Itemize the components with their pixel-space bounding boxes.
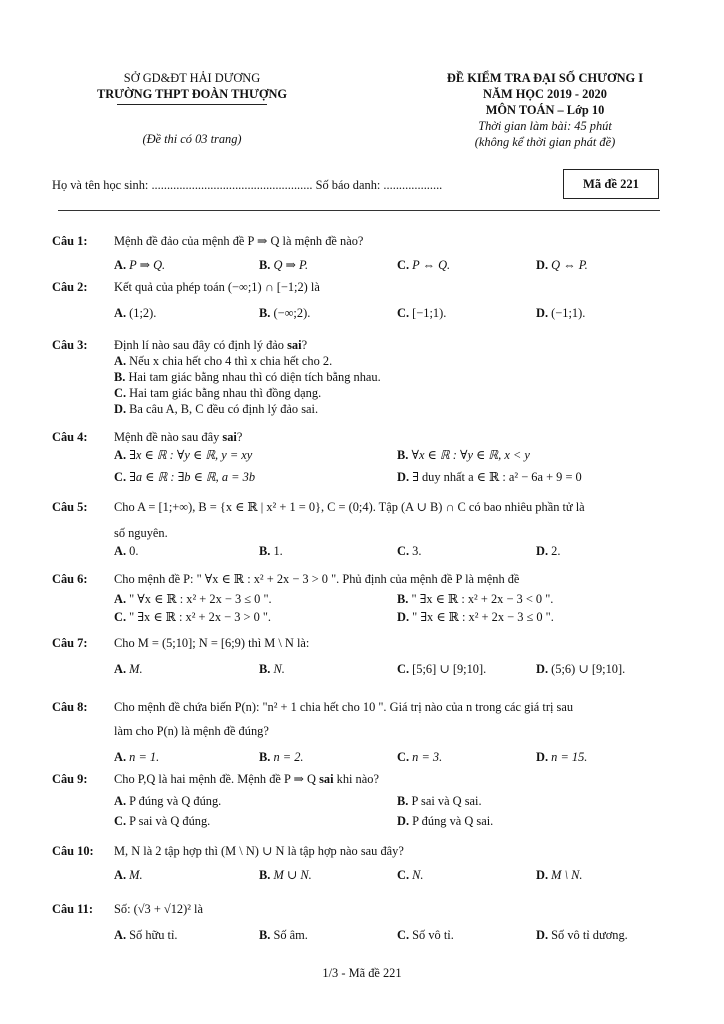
school-name: TRƯỜNG THPT ĐOÀN THƯỢNG (96, 87, 288, 101)
option-c: C. N. (397, 868, 424, 882)
option-a: A. 0. (114, 544, 139, 558)
question-text: Cho A = [1;+∞), B = {x ∈ ℝ | x² + 1 = 0}, C = (0;4). Tập (A ∪ B) ∩ C có bao nhiêu phần tử là (114, 500, 585, 514)
option-d: D. P đúng và Q sai. (397, 814, 494, 828)
option-c: C. 3. (397, 544, 422, 558)
option-a: A. M. (114, 662, 143, 676)
option-a: A. ∃x ∈ ℝ : ∀y ∈ ℝ, y = xy (114, 448, 253, 462)
question-label: Câu 3: (52, 338, 88, 352)
question-text: Cho M = (5;10]; N = [6;9) thì M \ N là: (114, 636, 310, 650)
option-d: D. n = 15. (536, 750, 588, 764)
option-b: B. M ∪ N. (259, 868, 312, 882)
option-d: D. Ba câu A, B, C đều có định lý đảo sai. (114, 402, 319, 416)
question-text: Số: (√3 + √12)² là (114, 902, 204, 916)
option-c: C. ∃a ∈ ℝ : ∃b ∈ ℝ, a = 3b (114, 470, 256, 484)
option-c: C. P ⇔ Q. (397, 258, 451, 272)
option-b: B. n = 2. (259, 750, 304, 764)
exam-code-box: Mã đề 221 (563, 169, 659, 199)
option-c: C. P sai và Q đúng. (114, 814, 211, 828)
option-b: B. (−∞;2). (259, 306, 311, 320)
school-underline (117, 104, 267, 105)
option-b: B. Hai tam giác bằng nhau thì có diện tích bằng nhau. (114, 370, 381, 384)
option-a: A. P đúng và Q đúng. (114, 794, 222, 808)
question-text-continued: làm cho P(n) là mệnh đề đúng? (114, 724, 269, 738)
question-text: Mệnh đề nào sau đây sai? (114, 430, 243, 444)
option-d: D. (−1;1). (536, 306, 586, 320)
header-divider (58, 210, 660, 211)
question-label: Câu 10: (52, 844, 94, 858)
option-a: A. n = 1. (114, 750, 160, 764)
option-b: B. " ∃x ∈ ℝ : x² + 2x − 3 < 0 ". (397, 592, 554, 606)
question-text: Mệnh đề đảo của mệnh đề P ⇒ Q là mệnh đề nào? (114, 234, 364, 248)
school-year: NĂM HỌC 2019 - 2020 (483, 87, 607, 101)
option-d: D. M \ N. (536, 868, 583, 882)
question-label: Câu 2: (52, 280, 88, 294)
option-a: A. P ⇒ Q. (114, 258, 166, 272)
option-a: A. Số hữu tỉ. (114, 928, 178, 942)
option-a: A. Nếu x chia hết cho 4 thì x chia hết cho 2. (114, 354, 333, 368)
department-name: SỞ GD&ĐT HẢI DƯƠNG (123, 71, 261, 85)
time-limit: Thời gian làm bài: 45 phút (478, 119, 612, 133)
option-c: C. [5;6] ∪ [9;10]. (397, 662, 487, 676)
exam-title: ĐỀ KIỂM TRA ĐẠI SỐ CHƯƠNG I (446, 71, 644, 85)
school-header (52, 70, 332, 147)
exam-header (400, 70, 690, 150)
subject-grade: MÔN TOÁN – Lớp 10 (485, 103, 605, 117)
option-c: C. Hai tam giác bằng nhau thì đồng dạng. (114, 386, 322, 400)
option-a: A. " ∀x ∈ ℝ : x² + 2x − 3 ≤ 0 ". (114, 592, 272, 606)
question-text: Định lí nào sau đây có định lý đảo sai? (114, 338, 308, 352)
question-label: Câu 9: (52, 772, 88, 786)
option-d: D. 2. (536, 544, 561, 558)
option-a: A. (1;2). (114, 306, 157, 320)
option-c: C. " ∃x ∈ ℝ : x² + 2x − 3 > 0 ". (114, 610, 272, 624)
question-label: Câu 8: (52, 700, 88, 714)
option-d: D. Số vô tỉ dương. (536, 928, 628, 942)
option-c: C. n = 3. (397, 750, 443, 764)
page-count-note: (Đề thi có 03 trang) (142, 132, 242, 146)
option-a: A. M. (114, 868, 143, 882)
question-label: Câu 7: (52, 636, 88, 650)
option-b: B. N. (259, 662, 285, 676)
option-b: B. ∀x ∈ ℝ : ∀y ∈ ℝ, x < y (397, 448, 530, 462)
option-b: B. P sai và Q sai. (397, 794, 482, 808)
option-c: C. Số vô tỉ. (397, 928, 454, 942)
option-b: B. 1. (259, 544, 283, 558)
student-info-line: Họ và tên học sinh: .................................................... Số báo danh: ................... (52, 178, 443, 192)
question-label: Câu 5: (52, 500, 88, 514)
question-text: Cho mệnh đề chứa biến P(n): "n² + 1 chia hết cho 10 ". Giá trị nào của n trong các giá trị sau (114, 700, 574, 714)
question-label: Câu 1: (52, 234, 88, 248)
option-b: B. Q ⇒ P. (259, 258, 309, 272)
question-label: Câu 4: (52, 430, 88, 444)
question-text: Cho mệnh đề P: " ∀x ∈ ℝ : x² + 2x − 3 > 0 ". Phủ định của mệnh đề P là mệnh đề (114, 572, 520, 586)
option-c: C. [−1;1). (397, 306, 447, 320)
page-footer: 1/3 - Mã đề 221 (322, 966, 402, 980)
time-note: (không kể thời gian phát đề) (474, 135, 616, 149)
question-label: Câu 11: (52, 902, 93, 916)
option-d: D. ∃ duy nhất a ∈ ℝ : a² − 6a + 9 = 0 (397, 470, 582, 484)
question-text: Kết quả của phép toán (−∞;1) ∩ [−1;2) là (114, 280, 320, 294)
option-d: D. Q ⇔ P. (536, 258, 588, 272)
question-label: Câu 6: (52, 572, 88, 586)
option-b: B. Số âm. (259, 928, 308, 942)
option-d: D. (5;6) ∪ [9;10]. (536, 662, 626, 676)
option-d: D. " ∃x ∈ ℝ : x² + 2x − 3 ≤ 0 ". (397, 610, 554, 624)
question-text: Cho P,Q là hai mệnh đề. Mệnh đề P ⇒ Q sai khi nào? (114, 772, 379, 786)
question-text-continued: số nguyên. (114, 526, 168, 540)
question-text: M, N là 2 tập hợp thì (M \ N) ∪ N là tập hợp nào sau đây? (114, 844, 404, 858)
